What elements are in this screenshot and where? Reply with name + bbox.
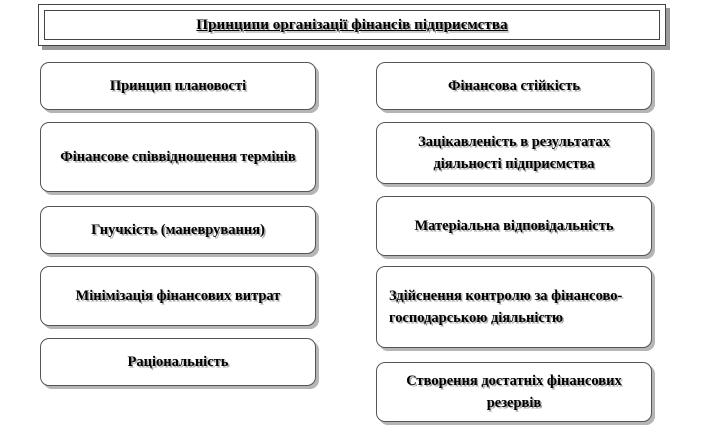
principle-label: Фінансова стійкість	[447, 78, 581, 94]
principle-box-cost-minimization	[40, 266, 316, 326]
principle-box-control	[376, 266, 652, 348]
principle-label: Мінімізація фінансових витрат	[75, 288, 281, 304]
principle-box-reserves	[376, 362, 652, 422]
principle-box-flexibility	[40, 206, 316, 254]
principle-label: Матеріальна відповідальність	[414, 218, 614, 234]
principle-box-interest-in-results	[376, 122, 652, 184]
principle-box-term-ratio	[40, 122, 316, 192]
principle-label: Створення достатніх фінансових резервів	[406, 373, 622, 411]
principle-box-planning	[40, 62, 316, 110]
diagram-title-inner-frame	[44, 10, 660, 40]
principle-box-rationality	[40, 338, 316, 386]
principle-label: Принцип плановості	[109, 78, 247, 94]
principle-label: Гнучкість (маневрування)	[91, 222, 265, 238]
principle-label: Здійснення контролю за фінансово-господарською діяльністю	[389, 288, 623, 326]
principle-box-financial-stability	[376, 62, 652, 110]
diagram-title-frame	[38, 4, 666, 46]
principle-label: Фінансове співвідношення термінів	[60, 149, 296, 165]
principle-label: Зацікавленість в результатах діяльності підприємства	[418, 134, 610, 172]
diagram-title: Принципи організації фінансів підприємства	[196, 16, 508, 33]
principle-label: Раціональність	[127, 354, 229, 370]
principle-box-material-responsibility	[376, 196, 652, 256]
